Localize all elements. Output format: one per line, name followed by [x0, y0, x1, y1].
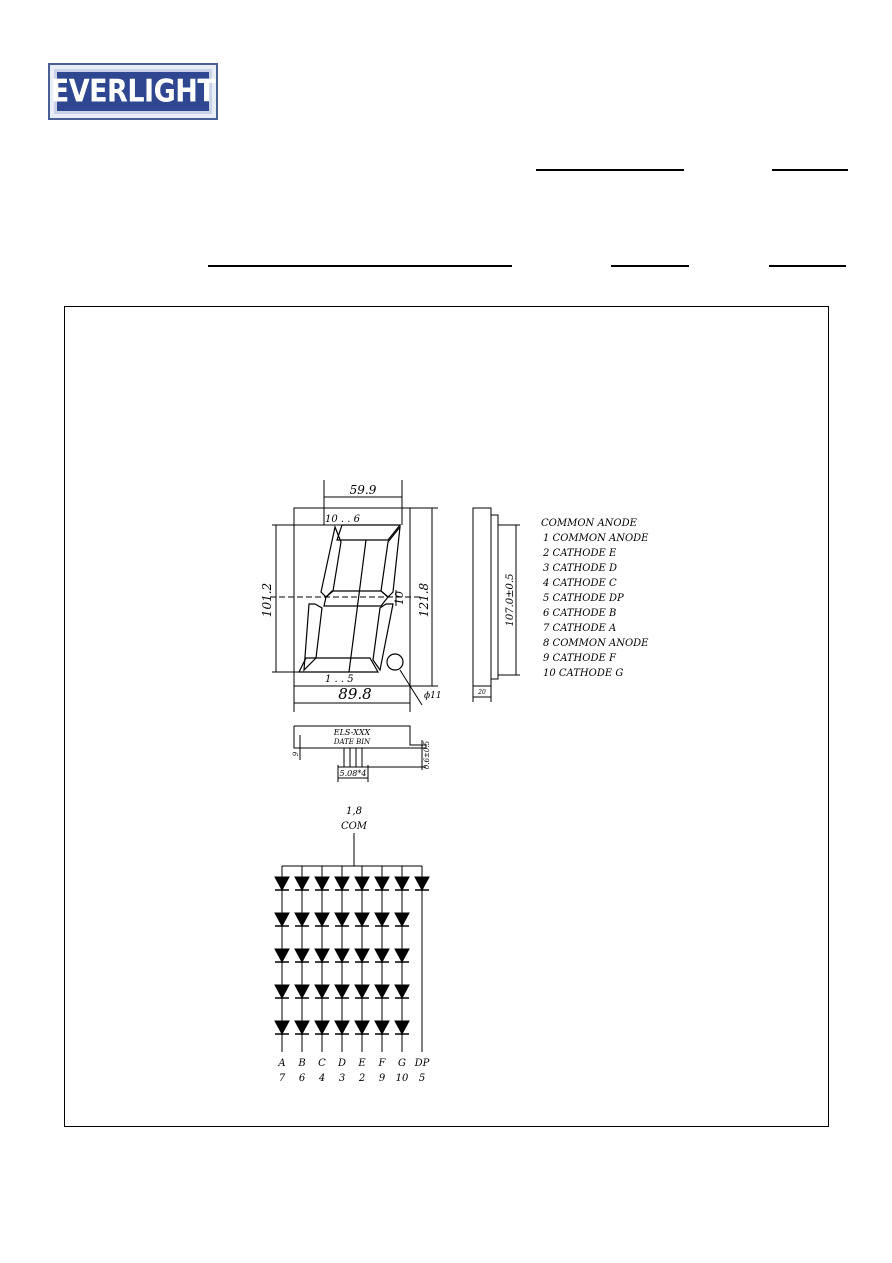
- dim-label-side-depth: 20: [478, 689, 486, 696]
- pin-number-label: 4: [318, 1073, 326, 1084]
- led-diode-icon: [375, 1021, 389, 1034]
- pin-number-label: 3: [338, 1073, 346, 1084]
- pin-legend-title: COMMON ANODE: [541, 518, 637, 529]
- segment-c: [373, 604, 393, 670]
- led-diode-icon: [335, 1021, 349, 1034]
- dim-label-width-segment: 59.9: [349, 483, 377, 497]
- led-diode-icon: [375, 949, 389, 962]
- decimal-point: [387, 654, 403, 670]
- led-diode-icon: [395, 949, 409, 962]
- segment-label: A: [278, 1058, 286, 1069]
- pin-legend-item: 1 COMMON ANODE: [543, 533, 649, 544]
- led-diode-icon: [335, 913, 349, 926]
- pin-legend-item: 5 CATHODE DP: [543, 593, 624, 604]
- led-diode-icon: [415, 877, 429, 890]
- segment-label: C: [318, 1058, 326, 1069]
- led-diode-icon: [275, 877, 289, 890]
- led-diode-icon: [395, 1021, 409, 1034]
- pin-number-label: 5: [418, 1073, 426, 1084]
- led-diode-icon: [395, 877, 409, 890]
- led-diode-icon: [295, 949, 309, 962]
- led-diode-icon: [375, 877, 389, 890]
- segment-e: [304, 604, 322, 670]
- led-diode-icon: [355, 1021, 369, 1034]
- pin-legend-item: 6 CATHODE B: [543, 608, 617, 619]
- led-diode-icon: [375, 913, 389, 926]
- dim-label-height-display: 101.2: [260, 582, 274, 618]
- dim-label-height-total: 121.8: [417, 582, 431, 618]
- led-diode-icon: [295, 1021, 309, 1034]
- led-diode-icon: [275, 913, 289, 926]
- pin-label-bottom: 1 . . 5: [325, 674, 354, 685]
- segment-label: E: [358, 1058, 366, 1069]
- led-diode-icon: [355, 949, 369, 962]
- logo-text: EVERLIGHT: [50, 73, 216, 110]
- led-diode-icon: [295, 913, 309, 926]
- pin-number-label: 7: [278, 1073, 286, 1084]
- pin-legend-item: 9 CATHODE F: [543, 653, 616, 664]
- seven-segment-outline: [299, 525, 403, 672]
- pin-legend-item: 2 CATHODE E: [543, 548, 617, 559]
- pin-legend-item: 4 CATHODE C: [543, 578, 617, 589]
- segment-d: [299, 658, 378, 672]
- pin-number-label: 2: [358, 1073, 366, 1084]
- led-diode-icon: [295, 985, 309, 998]
- pin-number-label: 9: [378, 1073, 386, 1084]
- pin-number-label: 10: [395, 1073, 409, 1084]
- segment-label: D: [337, 1058, 347, 1069]
- side-face: [491, 515, 498, 679]
- led-diode-icon: [315, 985, 329, 998]
- dim-label-pitch: 5.08*4: [339, 769, 367, 778]
- dim-label-width-total: 89.8: [338, 685, 372, 703]
- segment-label: DP: [414, 1058, 430, 1069]
- led-diode-icon: [335, 949, 349, 962]
- led-diode-icon: [355, 877, 369, 890]
- led-diode-icon: [315, 913, 329, 926]
- dim-label-bottom-depth: 9: [292, 751, 300, 757]
- dim-label-side-height: 107.0±0.5: [505, 573, 516, 627]
- led-diode-icon: [315, 949, 329, 962]
- hole-leader: [400, 670, 422, 705]
- led-diode-icon: [315, 1021, 329, 1034]
- segment-g: [324, 591, 388, 606]
- pin-label-top: 10 . . 6: [325, 514, 360, 525]
- com-pins-label: 1,8: [346, 806, 362, 817]
- segment-label: G: [398, 1058, 406, 1069]
- side-body: [473, 508, 491, 686]
- led-diode-icon: [355, 985, 369, 998]
- dim-label-hole: ϕ11: [424, 691, 442, 701]
- label-date-bin: DATE BIN: [333, 738, 371, 746]
- led-diode-icon: [375, 985, 389, 998]
- led-diode-icon: [395, 913, 409, 926]
- pin-number-label: 6: [298, 1073, 306, 1084]
- circuit-diagram: [275, 833, 429, 1052]
- led-diode-icon: [335, 985, 349, 998]
- led-diode-icon: [355, 913, 369, 926]
- led-diode-icon: [275, 1021, 289, 1034]
- pin-legend-item: 3 CATHODE D: [543, 563, 617, 574]
- segment-label: B: [298, 1058, 306, 1069]
- led-diode-icon: [395, 985, 409, 998]
- label-part-number: ELS-XXX: [333, 728, 371, 737]
- led-diode-icon: [295, 877, 309, 890]
- led-diode-icon: [275, 985, 289, 998]
- front-view-labels: [260, 483, 442, 703]
- segment-a: [337, 525, 400, 540]
- pin-legend-item: 10 CATHODE G: [543, 668, 624, 679]
- segment-label: F: [378, 1058, 386, 1069]
- led-diode-icon: [335, 877, 349, 890]
- pin-legend-item: 8 COMMON ANODE: [543, 638, 649, 649]
- com-label: COM: [340, 821, 368, 832]
- side-view-labels: [477, 574, 516, 696]
- led-diode-icon: [315, 877, 329, 890]
- led-diode-icon: [275, 949, 289, 962]
- dim-label-small: 10: [393, 591, 406, 605]
- pin-legend: [541, 518, 649, 679]
- pin-legend-item: 7 CATHODE A: [543, 623, 617, 634]
- dim-label-pin-length: 0.6±0.5: [423, 740, 431, 770]
